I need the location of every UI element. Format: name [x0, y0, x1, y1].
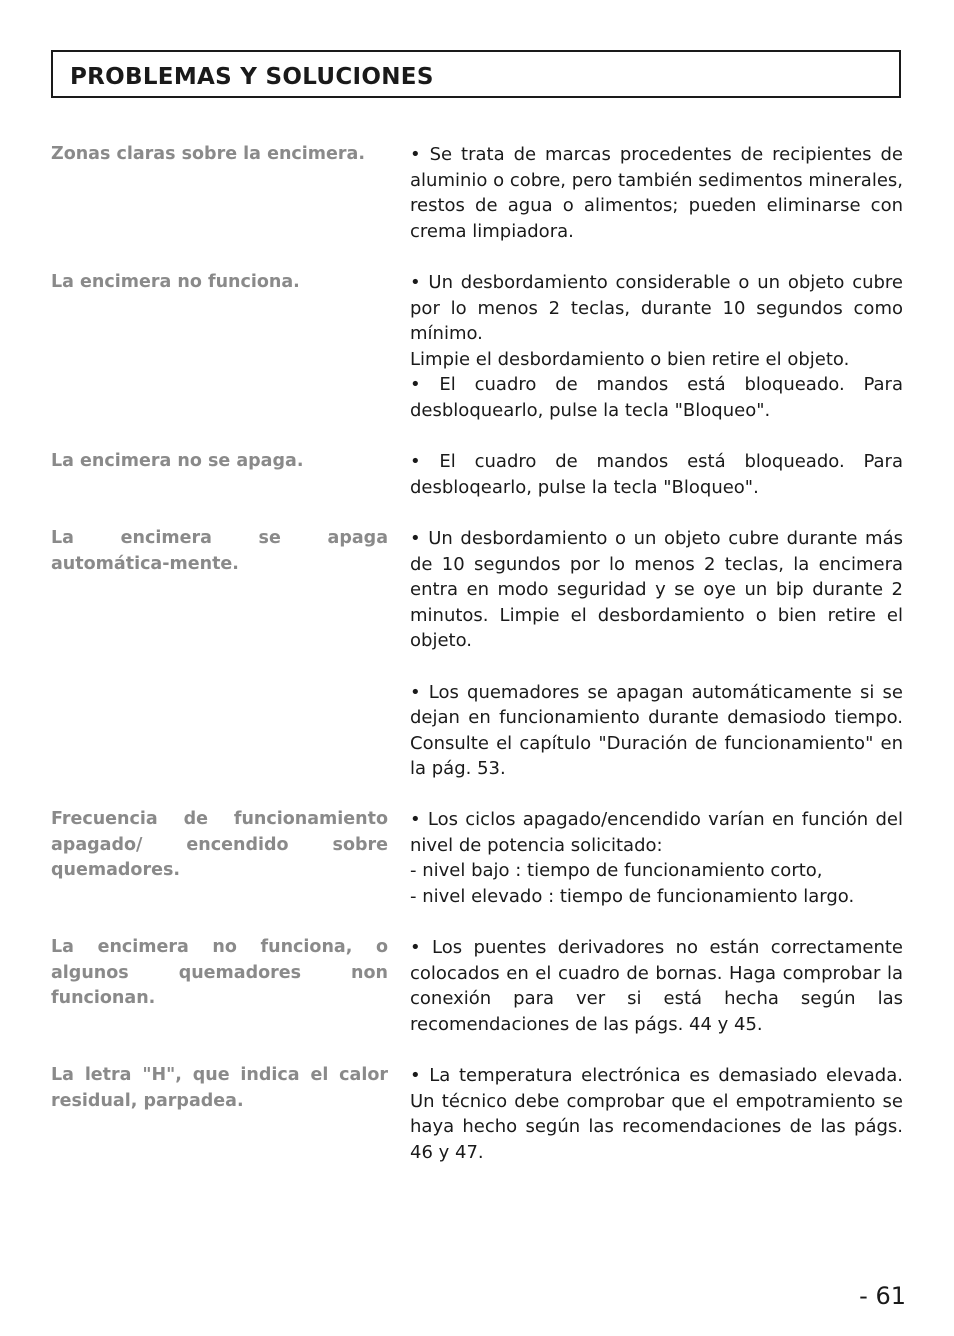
problem-text: La encimera no funciona. [51, 272, 300, 292]
solution-paragraph: • El cuadro de mandos está bloqueado. Para desbloquearlo, pulse la tecla "Bloqueo". [410, 374, 903, 421]
problem-text: Zonas claras sobre la encimera. [51, 144, 365, 164]
solution-text [410, 142, 903, 244]
solution-text [410, 1063, 903, 1165]
solution-paragraph: - nivel elevado : tiempo de funcionamiento largo. [410, 885, 855, 907]
solution-text [410, 935, 903, 1037]
title-box [51, 50, 901, 98]
solution-paragraph: • Un desbordamiento considerable o un objeto cubre por lo menos 2 teclas, durante 10 segundos como mínimo. [410, 272, 903, 345]
solution-paragraph: Limpie el desbordamiento o bien retire el objeto. [410, 348, 850, 370]
problem-text: La encimera no se apaga. [51, 451, 304, 471]
solution-text [410, 807, 903, 909]
solution-paragraph: • Los puentes derivadores no están correctamente colocados en el cuadro de bornas. Haga comprobar la conexión para ver si está hecha según las recomendaciones de las págs. 44 y 45. [410, 937, 903, 1035]
paragraph-gap [410, 654, 903, 680]
solution-paragraph: • Se trata de marcas procedentes de recipientes de aluminio o cobre, pero también sedimentos minerales, restos de agua o alimentos; pueden eliminarse con crema limpiadora. [410, 144, 903, 242]
problem-text: La letra "H", que indica el calor residual, parpadea. [51, 1065, 388, 1111]
solution-paragraph: • Un desbordamiento o un objeto cubre durante más de 10 segundos por lo menos 2 teclas, la encimera entra en modo seguridad y se oye un bip durante 2 minutos. Limpie el desbordamiento o bien retire el objeto. [410, 528, 903, 652]
page-number: - 61 [859, 1282, 906, 1310]
solution-text [410, 526, 903, 782]
problem-text: La encimera se apaga automática-mente. [51, 528, 388, 574]
solution-paragraph: - nivel bajo : tiempo de funcionamiento corto, [410, 860, 823, 882]
solution-text [410, 270, 903, 424]
solution-paragraph: • Los ciclos apagado/encendido varían en función del nivel de potencia solicitado: [410, 809, 903, 856]
solution-paragraph: • La temperatura electrónica es demasiado elevada. Un técnico debe comprobar que el empotramiento se haya hecho según las recomendaciones de las págs. 46 y 47. [410, 1065, 903, 1163]
solution-paragraph: • Los quemadores se apagan automáticamente si se dejan en funcionamiento durante demasiodo tiempo. Consulte el capítulo "Duración de funcionamiento" en la pág. 53. [410, 681, 903, 780]
solution-text [410, 449, 903, 500]
solution-paragraph: • El cuadro de mandos está bloqueado. Para desbloqearlo, pulse la tecla "Bloqueo". [410, 451, 903, 498]
problem-text: Frecuencia de funcionamiento apagado/ encendido sobre quemadores. [51, 809, 388, 881]
page-title: PROBLEMAS Y SOLUCIONES [70, 64, 434, 90]
problem-text: La encimera no funciona, o algunos quemadores non funcionan. [51, 937, 388, 1009]
